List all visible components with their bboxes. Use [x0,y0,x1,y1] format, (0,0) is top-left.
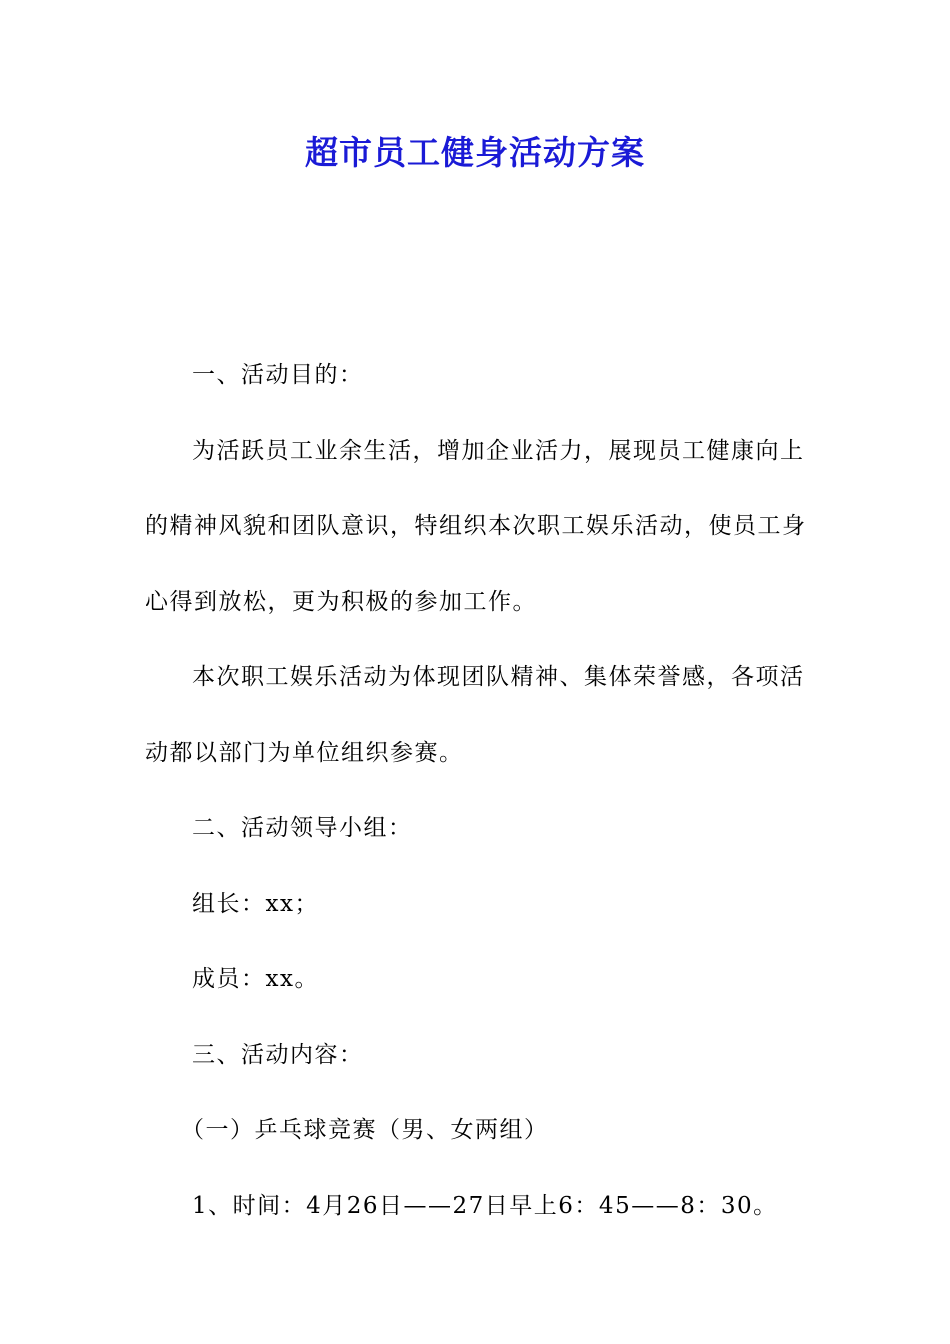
sub-item-table-tennis [145,1093,810,1169]
document-title: 超市员工健身活动方案 [305,133,645,172]
text-line: 三、活动内容： [192,1041,364,1068]
section-heading-purpose [145,338,810,414]
text-line: 成员：xx。 [192,966,319,992]
text-line: 组长：xx； [192,890,319,917]
text-line: 动都以部门为单位组织参赛。 [145,739,464,766]
text-line: 为活跃员工业余生活，增加企业活力，展现员工健康向上 [192,437,805,464]
text-line: （一）乒乓球竞赛（男、女两组） [181,1117,549,1143]
section-heading-content [145,1018,810,1094]
paragraph-purpose [145,414,810,641]
paragraph-unit [145,640,810,791]
time-line [145,1169,810,1245]
text-line: 二、活动领导小组： [192,815,413,841]
text-line: 一、活动目的： [192,362,364,388]
section-heading-leadership [145,791,810,867]
text-line: 的精神风貌和团队意识，特组织本次职工娱乐活动，使员工身 [145,513,807,539]
leader-line [145,867,810,943]
text-line: 本次职工娱乐活动为体现团队精神、集体荣誉感，各项活 [192,664,805,690]
document-body [145,338,810,1244]
text-line: 1、时间：4月26日——27日早上6：45——8：30。 [192,1192,778,1219]
members-line [145,942,810,1018]
text-line: 心得到放松，更为积极的参加工作。 [145,588,537,615]
